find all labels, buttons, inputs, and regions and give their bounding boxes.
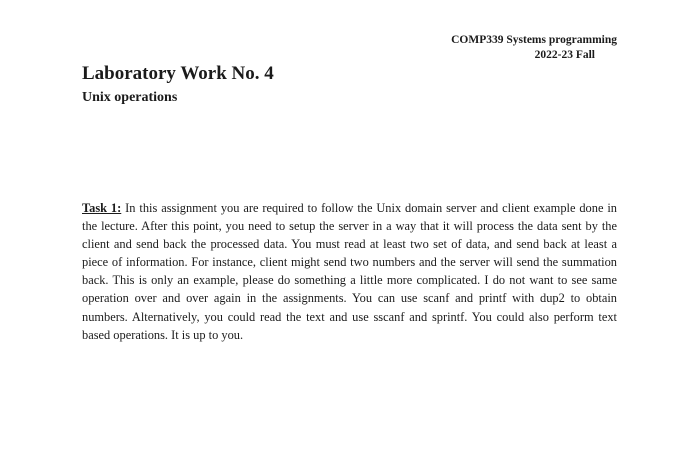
task-paragraph <box>82 199 617 344</box>
course-term: 2022-23 Fall <box>534 49 595 61</box>
course-name: COMP339 Systems programming <box>451 34 617 46</box>
course-header <box>451 33 617 63</box>
document-title: Laboratory Work No. 4 <box>82 63 274 84</box>
task-label: Task 1: <box>82 201 122 215</box>
task-text: In this assignment you are required to follow the Unix domain server and client example done in the lecture. After this point, you need to setup the server in a way that it will process the data sent by the client and send back the processed data. You must read at least two set of data, and send back at least a piece of information. For instance, client might send two numbers and the server will send the summation back. This is only an example, please do something a little more complicated. I do not want to see same operation over and over again in the assignments. You can use scanf and printf with dup2 to obtain numbers. Alternatively, you could read the text and use sscanf and sprintf. You could also perform text based operations. It is up to you. <box>82 201 617 342</box>
document-subtitle: Unix operations <box>82 90 178 105</box>
